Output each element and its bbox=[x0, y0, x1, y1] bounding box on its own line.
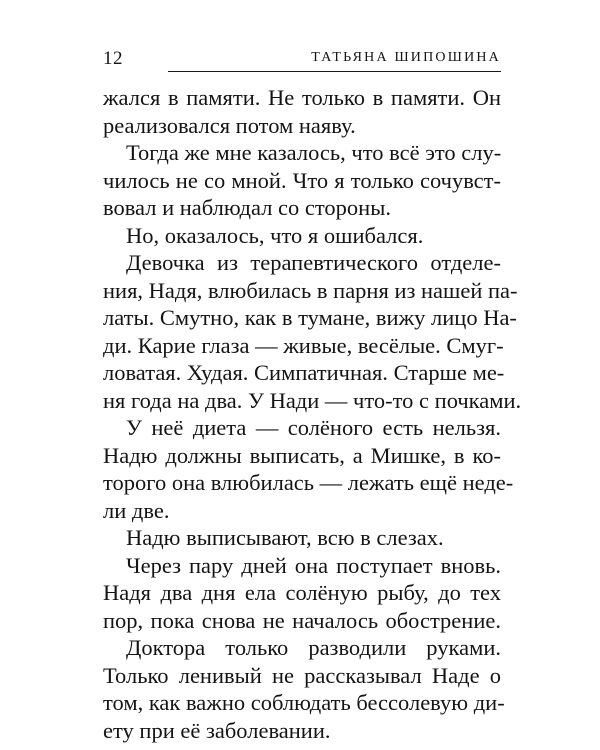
text-line: Надю выписывают, всю в слезах. bbox=[126, 525, 444, 550]
page-number: 12 bbox=[103, 48, 123, 69]
text-line: Только ленивый не рассказывал Наде о bbox=[103, 662, 501, 688]
text-line: Тогда же мне казалось, что всё это слу- bbox=[126, 140, 502, 165]
page-header bbox=[103, 38, 501, 78]
text-line: Доктора только разводили руками. bbox=[126, 635, 501, 660]
running-title: ТАТЬЯНА ШИПОШИНА bbox=[311, 50, 501, 65]
text-line: ди. Карие глаза — живые, весёлые. Смуг- bbox=[103, 332, 504, 358]
text-line: ния, Надя, влюбилась в парня из нашей па- bbox=[103, 277, 518, 303]
text-line: У неё диета — солёного есть нельзя. bbox=[126, 415, 501, 440]
text-line: ловатая. Худая. Симпатичная. Старше ме- bbox=[103, 360, 505, 385]
header-rule bbox=[168, 71, 501, 72]
text-line: том, как важно соблюдать бессолевую ди- bbox=[103, 690, 505, 715]
text-line: латы. Смутно, как в тумане, вижу лицо На- bbox=[103, 305, 517, 330]
text-line: жался в памяти. Не только в памяти. Он bbox=[103, 85, 501, 110]
text-line: Надю должны выписать, а Мишке, в ко- bbox=[103, 442, 501, 468]
body-text bbox=[103, 84, 522, 744]
text-line: Но, оказалось, что я ошибался. bbox=[126, 222, 424, 248]
text-line: торого она влюбилась — лежать ещё неде- bbox=[103, 470, 514, 495]
text-line: Надя два дня ела солёную рыбу, до тех bbox=[103, 580, 501, 605]
text-line: Девочка из терапевтического отделе- bbox=[126, 250, 501, 275]
text-line: вовал и наблюдал со стороны. bbox=[103, 195, 391, 220]
text-line: пор, пока снова не началось обострение. bbox=[103, 607, 501, 633]
text-line: ня года на два. У Нади — что-то с почками. bbox=[103, 387, 522, 413]
text-line: чилось не со мной. Что я только сочувст- bbox=[103, 167, 501, 193]
text-line: Через пару дней она поступает вновь. bbox=[126, 552, 501, 578]
text-line: реализовался потом наяву. bbox=[103, 112, 356, 138]
text-line: ету при её заболевании. bbox=[103, 717, 331, 743]
text-line: ли две. bbox=[103, 497, 170, 523]
